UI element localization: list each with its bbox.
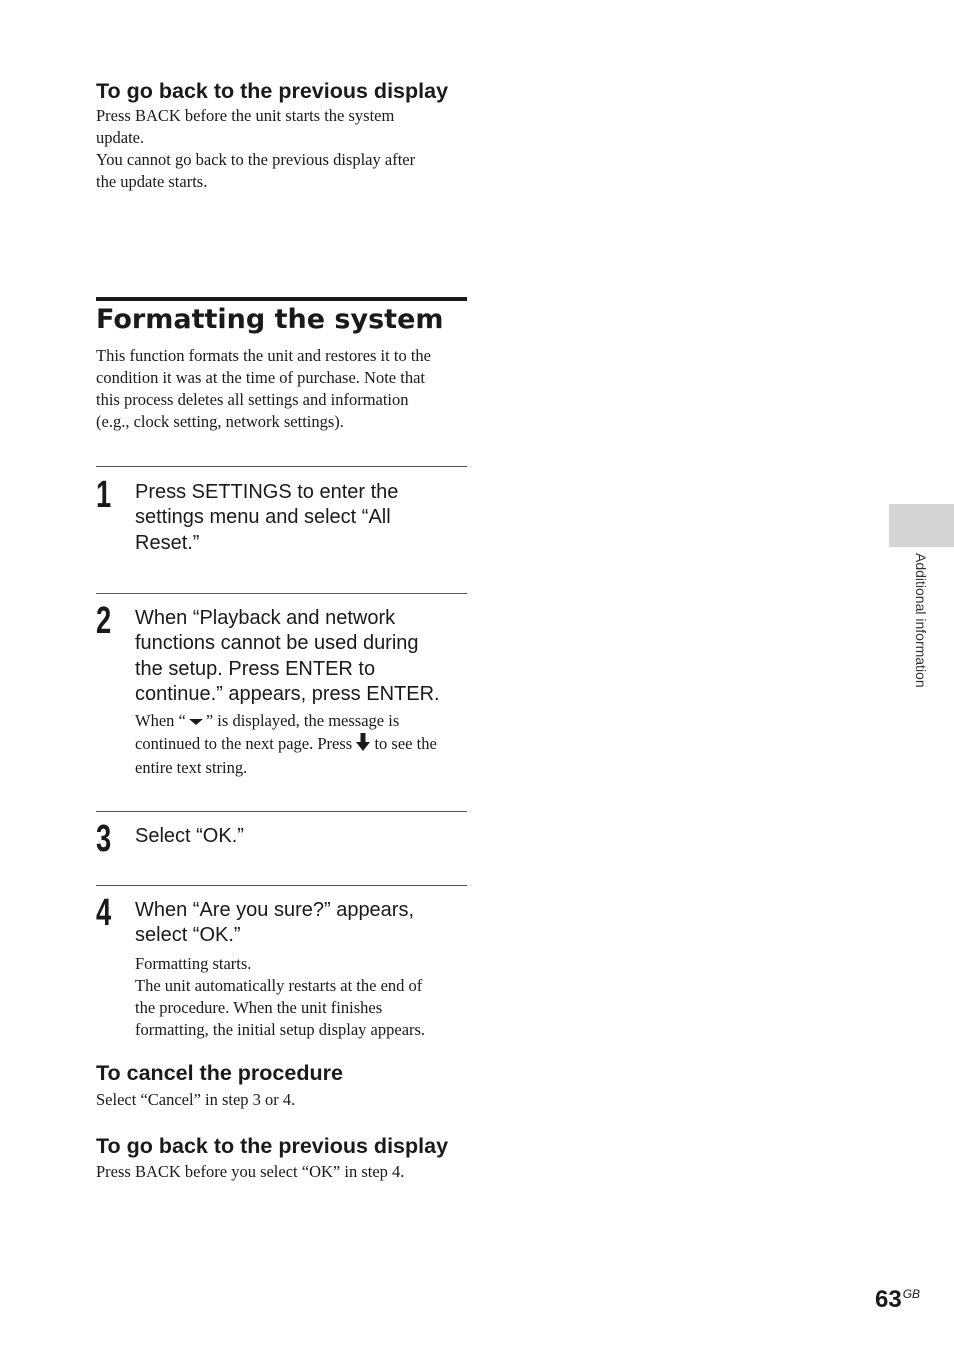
step-4-note (135, 953, 475, 1041)
step-number: 3 (96, 818, 112, 860)
top-section-heading: To go back to the previous display (96, 79, 449, 103)
section-title: Formatting the system (96, 304, 444, 335)
page-number-value: 63 (875, 1286, 902, 1313)
back-text: Press BACK before you select “OK” in step 4. (96, 1162, 405, 1181)
step-divider (96, 811, 467, 812)
note-line: entire text string. (135, 758, 248, 778)
top-section-body (96, 105, 476, 193)
note-text: When “ (135, 711, 186, 730)
triangle-down-icon (186, 711, 206, 733)
cancel-heading: To cancel the procedure (96, 1061, 343, 1085)
arrow-down-icon (356, 733, 370, 757)
intro-line: this process deletes all settings and information (96, 390, 409, 409)
body-line: You cannot go back to the previous display after (96, 150, 416, 169)
note-line: The unit automatically restarts at the end of (135, 976, 423, 995)
instruction-line: Press SETTINGS to enter the (135, 481, 399, 503)
note-text: continued to the next page. Press (135, 734, 353, 754)
intro-line: This function formats the unit and restores it to the (96, 346, 431, 365)
instruction-line: Select “OK.” (135, 825, 244, 847)
body-line: the update starts. (96, 172, 208, 191)
instruction-line: When “Playback and network (135, 607, 396, 629)
side-tab-label: Additional information (913, 553, 929, 688)
step-number: 1 (96, 474, 112, 516)
instruction-line: When “Are you sure?” appears, (135, 899, 415, 921)
cancel-text: Select “Cancel” in step 3 or 4. (96, 1090, 296, 1109)
note-line (135, 733, 475, 757)
instruction-line: Reset.” (135, 531, 200, 554)
intro-line: condition it was at the time of purchase. Note that (96, 368, 425, 387)
step-divider (96, 466, 467, 467)
note-line: the procedure. When the unit finishes (135, 998, 383, 1017)
note-line: Formatting starts. (135, 954, 252, 973)
note-text: ” is displayed, the message is (205, 711, 400, 730)
section-title-bar (96, 297, 467, 301)
instruction-line: functions cannot be used during (135, 632, 419, 655)
section-intro (96, 345, 476, 433)
step-number: 2 (96, 600, 112, 642)
body-line: Press BACK before the unit starts the system (96, 106, 395, 125)
note-line: formatting, the initial setup display appears. (135, 1020, 426, 1039)
note-text: to see the (374, 734, 437, 754)
step-2-note (135, 710, 475, 779)
step-2-instruction (135, 606, 475, 707)
side-tab-marker (889, 504, 954, 547)
page-number (875, 1278, 920, 1316)
instruction-line: the setup. Press ENTER to (135, 657, 376, 680)
instruction-line: settings menu and select “All (135, 506, 391, 529)
back-heading: To go back to the previous display (96, 1134, 449, 1158)
note-line (135, 710, 475, 733)
instruction-line: select “OK.” (135, 924, 241, 947)
page-region: GB (902, 1287, 921, 1301)
step-3-instruction (135, 824, 475, 849)
body-line: update. (96, 128, 145, 147)
step-1-instruction (135, 480, 475, 556)
instruction-line: continue.” appears, press ENTER. (135, 682, 440, 705)
step-number: 4 (96, 892, 112, 934)
step-4-instruction (135, 898, 475, 949)
step-divider (96, 885, 467, 886)
step-divider (96, 593, 467, 594)
intro-line: (e.g., clock setting, network settings). (96, 412, 344, 431)
